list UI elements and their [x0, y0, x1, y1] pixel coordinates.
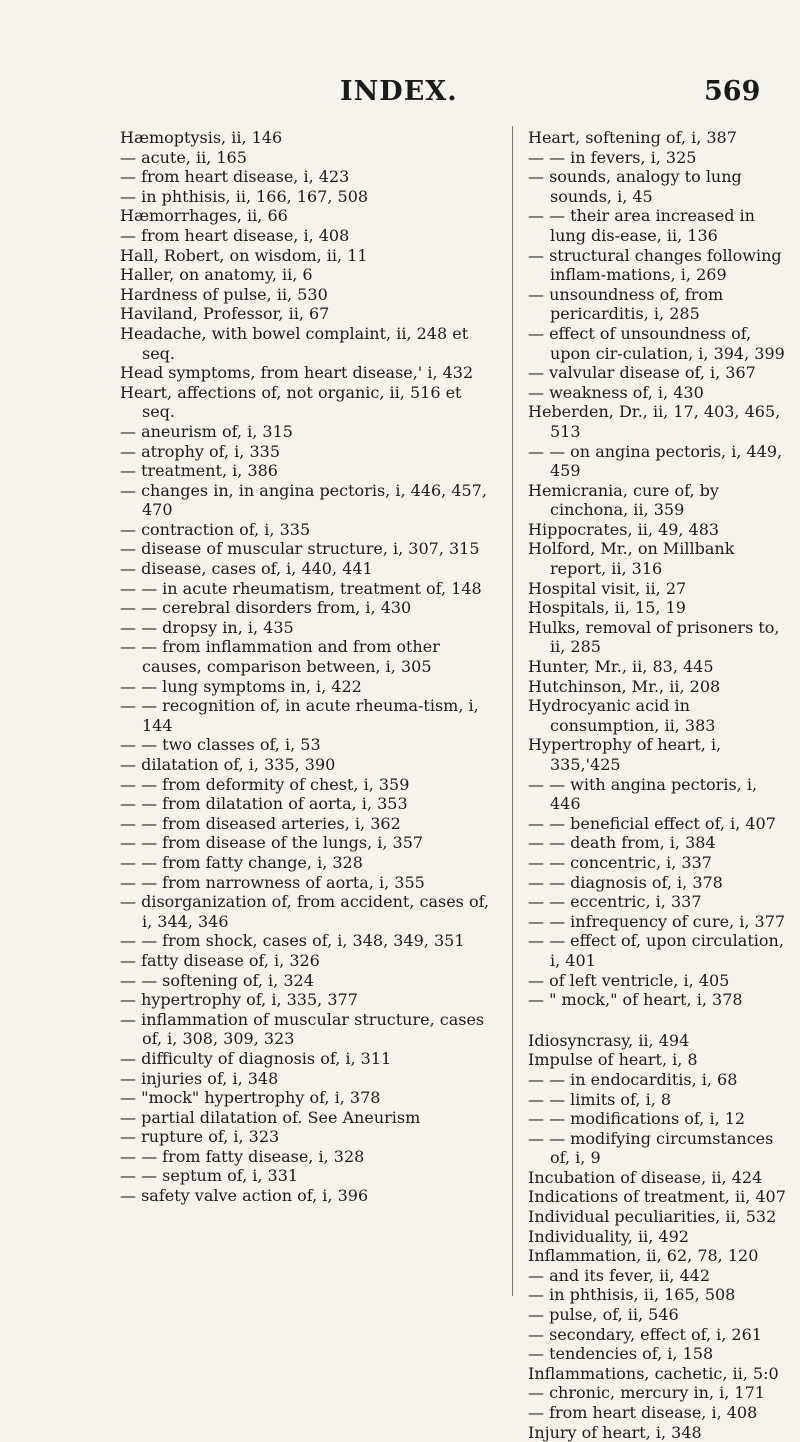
index-entry: — atrophy of, i, 335 — [120, 441, 280, 461]
index-entry: Individual peculiarities, ii, 532 — [528, 1207, 777, 1227]
index-entry: — sounds, analogy to lung sounds, i, 45 — [528, 167, 742, 206]
index-entry: — — in fevers, i, 325 — [528, 147, 697, 167]
index-entry: Hardness of pulse, ii, 530 — [120, 284, 328, 304]
index-entry: — " mock," of heart, i, 378 — [528, 990, 743, 1010]
index-entry: Hunter, Mr., ii, 83, 445 — [528, 657, 714, 677]
index-entry: — — cerebral disorders from, i, 430 — [120, 598, 412, 618]
index-entry: — — softening of, i, 324 — [120, 970, 314, 990]
index-entry: — changes in, in angina pectoris, i, 446, 457, 470 — [120, 480, 487, 520]
index-entry: Impulse of heart, i, 8 — [528, 1050, 698, 1070]
index-entry: — — from fatty disease, i, 328 — [120, 1146, 365, 1166]
index-entry: — — from fatty change, i, 328 — [120, 852, 363, 872]
index-entry: — — septum of, i, 331 — [120, 1166, 299, 1186]
index-entry: — — in endocarditis, i, 68 — [528, 1069, 738, 1089]
index-entry: — from heart disease, i, 423 — [120, 167, 350, 187]
index-entry: Individuality, ii, 492 — [528, 1226, 689, 1246]
index-entry: — — from disease of the lungs, i, 357 — [120, 833, 424, 853]
index-entry: — in phthisis, ii, 165, 508 — [528, 1285, 736, 1305]
index-entry: — — in acute rheumatism, treatment of, 148 — [120, 578, 482, 598]
index-entry: — — concentric, i, 337 — [528, 852, 712, 872]
index-entry: — chronic, mercury in, i, 171 — [528, 1383, 765, 1403]
index-entry: — of left ventricle, i, 405 — [528, 970, 730, 990]
index-entry: — structural changes following inflam-mations, i, 269 — [528, 245, 782, 285]
index-entry: — — from shock, cases of, i, 348, 349, 351 — [120, 931, 465, 951]
index-entry: — difficulty of diagnosis of, i, 311 — [120, 1048, 392, 1068]
index-entry: Holford, Mr., on Millbank report, ii, 316 — [528, 539, 735, 579]
index-entry: — in phthisis, ii, 166, 167, 508 — [120, 186, 369, 206]
index-entry: — — from diseased arteries, i, 362 — [120, 813, 401, 833]
index-entry: Hall, Robert, on wisdom, ii, 11 — [120, 245, 368, 265]
index-entry: — — beneficial effect of, i, 407 — [528, 813, 776, 833]
index-entry: Hemicrania, cure of, by cinchona, ii, 359 — [528, 480, 719, 520]
index-entry: Haller, on anatomy, ii, 6 — [120, 265, 313, 285]
index-entry: Head symptoms, from heart disease,' i, 432 — [120, 363, 474, 383]
index-entry: — acute, ii, 165 — [120, 147, 247, 167]
index-entry: — — recognition of, in acute rheuma-tism, i, 144 — [120, 696, 479, 735]
index-entry: Hydrocyanic acid in consumption, ii, 383 — [528, 696, 716, 735]
page-number: 569 — [704, 76, 761, 107]
index-entry: Incubation of disease, ii, 424 — [528, 1167, 763, 1187]
index-entry: — — modifications of, i, 12 — [528, 1109, 746, 1129]
index-entry: — — limits of, i, 8 — [528, 1089, 672, 1109]
index-entry: — aneurism of, i, 315 — [120, 421, 293, 441]
index-entry: Headache, with bowel complaint, ii, 248 et seq. — [120, 323, 469, 363]
index-entry: — fatty disease of, i, 326 — [120, 950, 320, 970]
index-entry: — — modifying circumstances of, i, 9 — [528, 1128, 774, 1168]
index-entry: Heart, softening of, i, 387 — [528, 128, 737, 147]
index-entry: Hypertrophy of heart, i, 335,'425 — [528, 735, 722, 774]
index-entry: — secondary, effect of, i, 261 — [528, 1324, 762, 1344]
index-entry: Hospital visit, ii, 27 — [528, 578, 687, 598]
index-entry: — "mock" hypertrophy of, i, 378 — [120, 1088, 381, 1108]
index-entry: — contraction of, i, 335 — [120, 519, 311, 539]
index-entry: Hippocrates, ii, 49, 483 — [528, 519, 720, 539]
index-entry: — pulse, of, ii, 546 — [528, 1305, 679, 1325]
index-entry: — valvular disease of, i, 367 — [528, 363, 756, 383]
index-entry: Haviland, Professor, ii, 67 — [120, 304, 330, 324]
index-entry: — — from dilatation of aorta, i, 353 — [120, 794, 408, 814]
index-entry: — — infrequency of cure, i, 377 — [528, 911, 786, 931]
index-entry: Heberden, Dr., ii, 17, 403, 465, 513 — [528, 402, 781, 441]
index-entry: — — from deformity of chest, i, 359 — [120, 774, 410, 794]
index-entry: Inflammations, cachetic, ii, 5:0 — [528, 1363, 779, 1383]
index-entry: — rupture of, i, 323 — [120, 1127, 280, 1147]
index-entry: — unsoundness of, from pericarditis, i, 285 — [528, 284, 724, 324]
index-entry: — inflammation of muscular structure, cases of, i, 308, 309, 323 — [120, 1009, 485, 1049]
index-entry: Hulks, removal of prisoners to, ii, 285 — [528, 617, 780, 657]
index-entry: — from heart disease, i, 408 — [120, 225, 350, 245]
index-entry: — — two classes of, i, 53 — [120, 735, 321, 755]
index-entry: — — lung symptoms in, i, 422 — [120, 676, 362, 696]
index-entry: — — from narrowness of aorta, i, 355 — [120, 872, 425, 892]
index-entry: — safety valve action of, i, 396 — [120, 1186, 369, 1206]
index-entry: — and its fever, ii, 442 — [528, 1265, 711, 1285]
index-entry: — disease, cases of, i, 440, 441 — [120, 559, 373, 579]
index-entry: — — eccentric, i, 337 — [528, 892, 702, 912]
index-entry: — — from inflammation and from other causes, comparison between, i, 305 — [120, 637, 440, 677]
index-entry: Inflammation, ii, 62, 78, 120 — [528, 1246, 759, 1266]
index-entry: — tendencies of, i, 158 — [528, 1344, 714, 1364]
index-entry: — — with angina pectoris, i, 446 — [528, 774, 758, 814]
index-entry: — — effect of, upon circulation, i, 401 — [528, 931, 784, 970]
index-entry: Injury of heart, i, 348 — [528, 1422, 702, 1442]
index-column-right — [528, 128, 790, 1442]
index-entry: Indications of treatment, ii, 407 — [528, 1187, 786, 1207]
index-entry: — injuries of, i, 348 — [120, 1068, 279, 1088]
index-entry: — — dropsy in, i, 435 — [120, 617, 294, 637]
index-entry: — treatment, i, 386 — [120, 461, 278, 481]
index-entry: — dilatation of, i, 335, 390 — [120, 755, 336, 774]
page-header — [0, 76, 800, 116]
index-entry: — — diagnosis of, i, 378 — [528, 872, 723, 892]
page-title: INDEX. — [340, 76, 458, 107]
index-entry: Idiosyncrasy, ii, 494 — [528, 1030, 690, 1050]
index-entry: — partial dilatation of. See Aneurism — [120, 1107, 421, 1127]
index-entry: — effect of unsoundness of, upon cir-culation, i, 394, 399 — [528, 323, 785, 363]
index-entry: — disorganization of, from accident, cases of, i, 344, 346 — [120, 892, 490, 931]
index-entry: — — death from, i, 384 — [528, 833, 716, 853]
index-entry: — weakness of, i, 430 — [528, 382, 704, 402]
index-entry: Hutchinson, Mr., ii, 208 — [528, 676, 721, 696]
column-divider — [512, 126, 513, 1296]
index-entry: Hospitals, ii, 15, 19 — [528, 598, 686, 618]
index-entry: — disease of muscular structure, i, 307, 315 — [120, 539, 480, 559]
index-entry: — — their area increased in lung dis-ease, ii, 136 — [528, 206, 755, 245]
index-entry: Hæmoptysis, ii, 146 — [120, 128, 283, 147]
index-entry: — — on angina pectoris, i, 449, 459 — [528, 441, 783, 481]
index-entry: Hæmorrhages, ii, 66 — [120, 206, 288, 226]
index-entry: — from heart disease, i, 408 — [528, 1403, 758, 1422]
index-entry: — hypertrophy of, i, 335, 377 — [120, 990, 358, 1010]
index-entry: Heart, affections of, not organic, ii, 516 et seq. — [120, 382, 462, 422]
index-column-left — [120, 128, 495, 1206]
